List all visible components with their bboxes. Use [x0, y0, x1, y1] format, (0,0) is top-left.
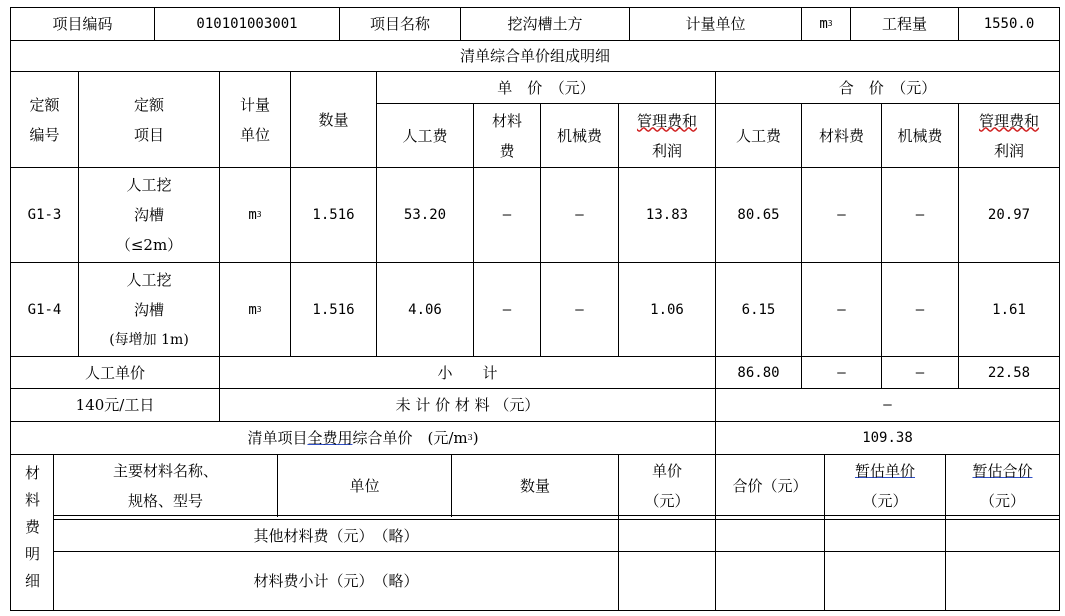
col-unit: 计量 单位 — [239, 95, 270, 144]
col-quantity: 数量 — [318, 110, 349, 129]
labor-unit-price-label: 人工单价 — [84, 363, 145, 382]
row-2-material: — — [502, 301, 512, 318]
project-name-value: 挖沟槽土方 — [507, 15, 583, 33]
row-2-total-material: — — [837, 301, 846, 318]
row-1-item: 人工挖 沟槽 （≤2m） — [115, 176, 183, 254]
unit-label: 计量单位 — [685, 15, 746, 33]
row-2-code: G1-4 — [27, 301, 62, 318]
subtotal-label: 小 计 — [437, 363, 498, 382]
col-mgmt: 管理费和 利润 — [636, 111, 697, 160]
material-unit-header: 单位 — [349, 476, 380, 495]
row-1-quantity: 1.516 — [312, 207, 355, 223]
col-total-labor: 人工费 — [735, 126, 781, 145]
row-2-total-mgmt: 1.61 — [992, 301, 1026, 318]
row-1-total-mgmt: 20.97 — [987, 207, 1031, 223]
col-material: 材料 费 — [491, 111, 522, 160]
project-name-label: 项目名称 — [369, 15, 430, 33]
unit-value: m 3 — [819, 16, 833, 32]
row-1-labor: 53.20 — [403, 207, 447, 223]
subtotal-machine: — — [915, 364, 925, 381]
row-1-mgmt: 13.83 — [645, 207, 689, 223]
project-code-value: 010101003001 — [196, 16, 298, 32]
row-1-material: — — [502, 207, 512, 223]
labor-rate: 140元/工日 — [75, 396, 155, 414]
col-machine: 机械费 — [556, 126, 602, 145]
col-total-machine: 机械费 — [897, 126, 943, 145]
row-2-total-machine: — — [915, 301, 925, 318]
subtotal-material: — — [837, 364, 846, 381]
estimated-price-header: 暂估单价 （元） — [854, 461, 915, 510]
quantity-label: 工程量 — [881, 15, 927, 33]
row-1-code: G1-3 — [27, 207, 62, 223]
subtotal-labor: 86.80 — [737, 364, 780, 381]
row-2-quantity: 1.516 — [312, 301, 355, 318]
unpriced-material-label: 未 计 价 材 料 （元） — [395, 396, 540, 414]
row-2-machine: — — [575, 301, 584, 318]
material-name-header: 主要材料名称、 规格、型号 — [112, 461, 218, 510]
col-labor: 人工费 — [402, 126, 448, 145]
subtotal-mgmt: 22.58 — [987, 364, 1031, 381]
col-unit-price-group: 单 价 （元） — [497, 78, 595, 97]
material-price-header: 单价 （元） — [644, 461, 690, 510]
row-1-unit: m 3 — [248, 207, 262, 223]
row-2-mgmt: 1.06 — [650, 301, 684, 318]
material-total-header: 合价（元） — [732, 476, 808, 495]
col-quota-item: 定额 项目 — [133, 95, 164, 144]
full-cost-label: 清单项目 全费用 综合单价 (元/m 3 ) — [247, 429, 479, 447]
quantity-value: 1550.0 — [983, 16, 1035, 32]
row-1-total-labor: 80.65 — [737, 207, 780, 223]
estimated-total-header: 暂估合价 （元） — [972, 461, 1033, 510]
project-code-label: 项目编码 — [52, 15, 113, 33]
section-title: 清单综合单价组成明细 — [459, 47, 610, 65]
row-1-machine: — — [575, 207, 584, 223]
material-detail-side-label: 材料费明细 — [23, 465, 41, 600]
row-2-item: 人工挖 沟槽 (每增加 1m) — [109, 270, 189, 348]
full-cost-value: 109.38 — [862, 430, 913, 446]
unpriced-material-value: — — [883, 397, 892, 413]
col-total-material: 材料费 — [818, 126, 864, 145]
material-quantity-header: 数量 — [519, 476, 550, 495]
row-2-unit: m 3 — [248, 301, 262, 318]
row-1-total-material: — — [837, 207, 846, 223]
col-quota-no: 定额 编号 — [29, 95, 60, 144]
row-1-total-machine: — — [915, 207, 925, 223]
col-total-mgmt: 管理费和 利润 — [978, 111, 1039, 160]
row-2-total-labor: 6.15 — [741, 301, 776, 318]
other-material-cost: 其他材料费（元） （略） — [253, 526, 419, 545]
col-total-price-group: 合 价 （元） — [838, 78, 937, 97]
row-2-labor: 4.06 — [408, 301, 442, 318]
material-cost-subtotal: 材料费小计（元） （略） — [253, 572, 419, 590]
